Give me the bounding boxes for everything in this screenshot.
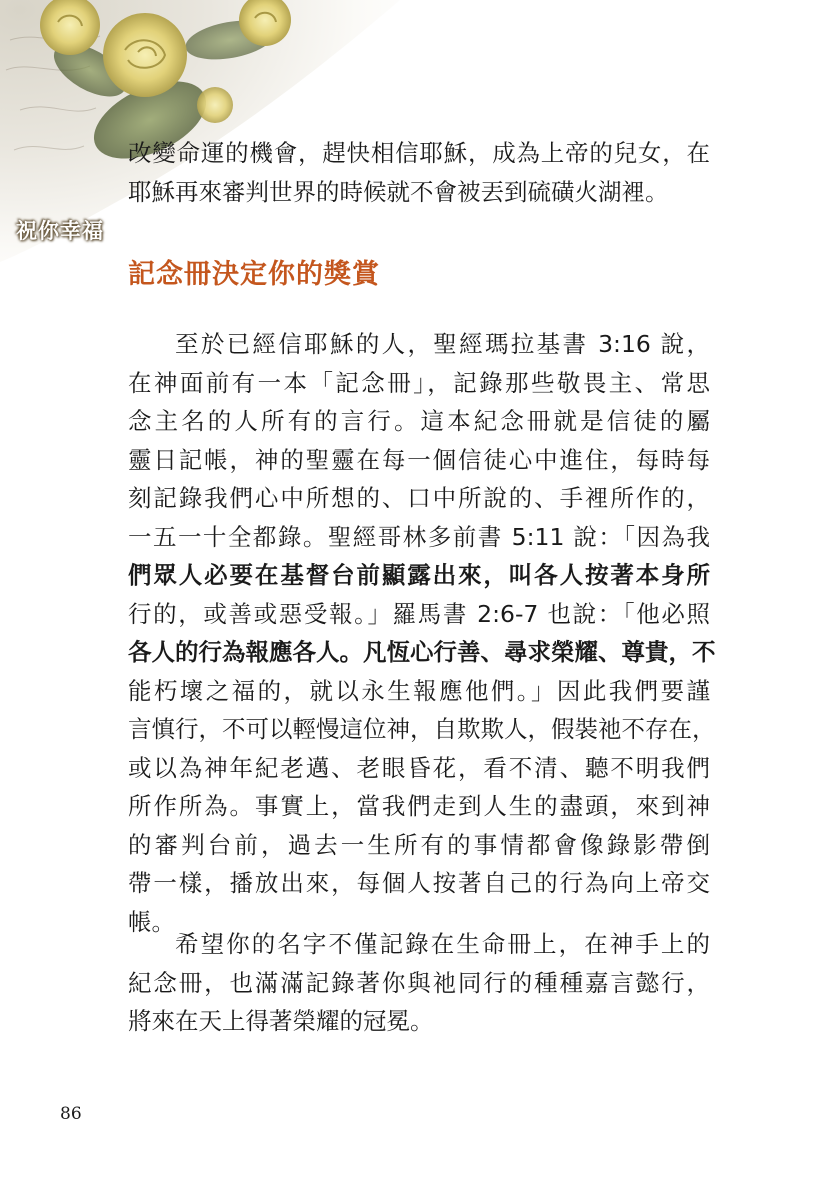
quote-line: 們眾人必要在基督台前顯露出來，叫各人按著本身所 [128, 561, 710, 589]
paragraph-1 [128, 325, 716, 941]
text-line: 一五一十全都錄。聖經哥林多前書 5:11 說：「因為我 [128, 522, 710, 551]
text-line: 言慎行，不可以輕慢這位神，自欺欺人，假裝祂不存在， [128, 715, 716, 743]
text-line: 行的，或善或惡受報。」羅馬書 2:6-7 也說：「他必照 [128, 599, 710, 628]
paragraph-2 [128, 925, 710, 1041]
text-line: 帶一樣，播放出來，每個人按著自己的行為向上帝交 [128, 869, 710, 897]
intro-paragraph [128, 134, 710, 211]
text-line: 改變命運的機會，趕快相信耶穌，成為上帝的兒女，在 [128, 139, 710, 167]
text-line: 靈日記帳，神的聖靈在每一個信徒心中進住，每時每 [128, 445, 710, 474]
section-tag: 祝你幸福 [16, 219, 104, 243]
text-line: 的審判台前，過去一生所有的事情都會像錄影帶倒 [128, 830, 710, 859]
text-line: 所作所為。事實上，當我們走到人生的盡頭，來到神 [128, 792, 710, 820]
text-line: 紀念冊，也滿滿記錄著你與祂同行的種種嘉言懿行， [128, 968, 710, 997]
text-line: 將來在天上得著榮耀的冠冕。 [128, 1007, 434, 1035]
section-heading: 記念冊決定你的獎賞 [128, 259, 380, 290]
text-line: 能朽壞之福的，就以永生報應他們。」因此我們要謹 [128, 676, 710, 705]
text-line: 念主名的人所有的言行。這本紀念冊就是信徒的屬 [128, 407, 710, 435]
text-line: 希望你的名字不僅記錄在生命冊上，在神手上的 [175, 930, 710, 958]
text-line: 至於已經信耶穌的人，聖經瑪拉基書 3:16 說， [175, 330, 710, 358]
text-line: 在神面前有一本「記念冊」，記錄那些敬畏主、常思 [128, 368, 710, 397]
page-number: 86 [60, 1104, 82, 1124]
text-line: 耶穌再來審判世界的時候就不會被丟到硫磺火湖裡。 [128, 177, 669, 206]
text-line: 刻記錄我們心中所想的、口中所說的、手裡所作的， [128, 484, 710, 512]
quote-line: 各人的行為報應各人。凡恆心行善、尋求榮耀、尊貴，不 [128, 638, 716, 666]
text-line: 帳。 [128, 907, 175, 936]
text-line: 或以為神年紀老邁、老眼昏花，看不清、聽不明我們 [128, 753, 710, 782]
